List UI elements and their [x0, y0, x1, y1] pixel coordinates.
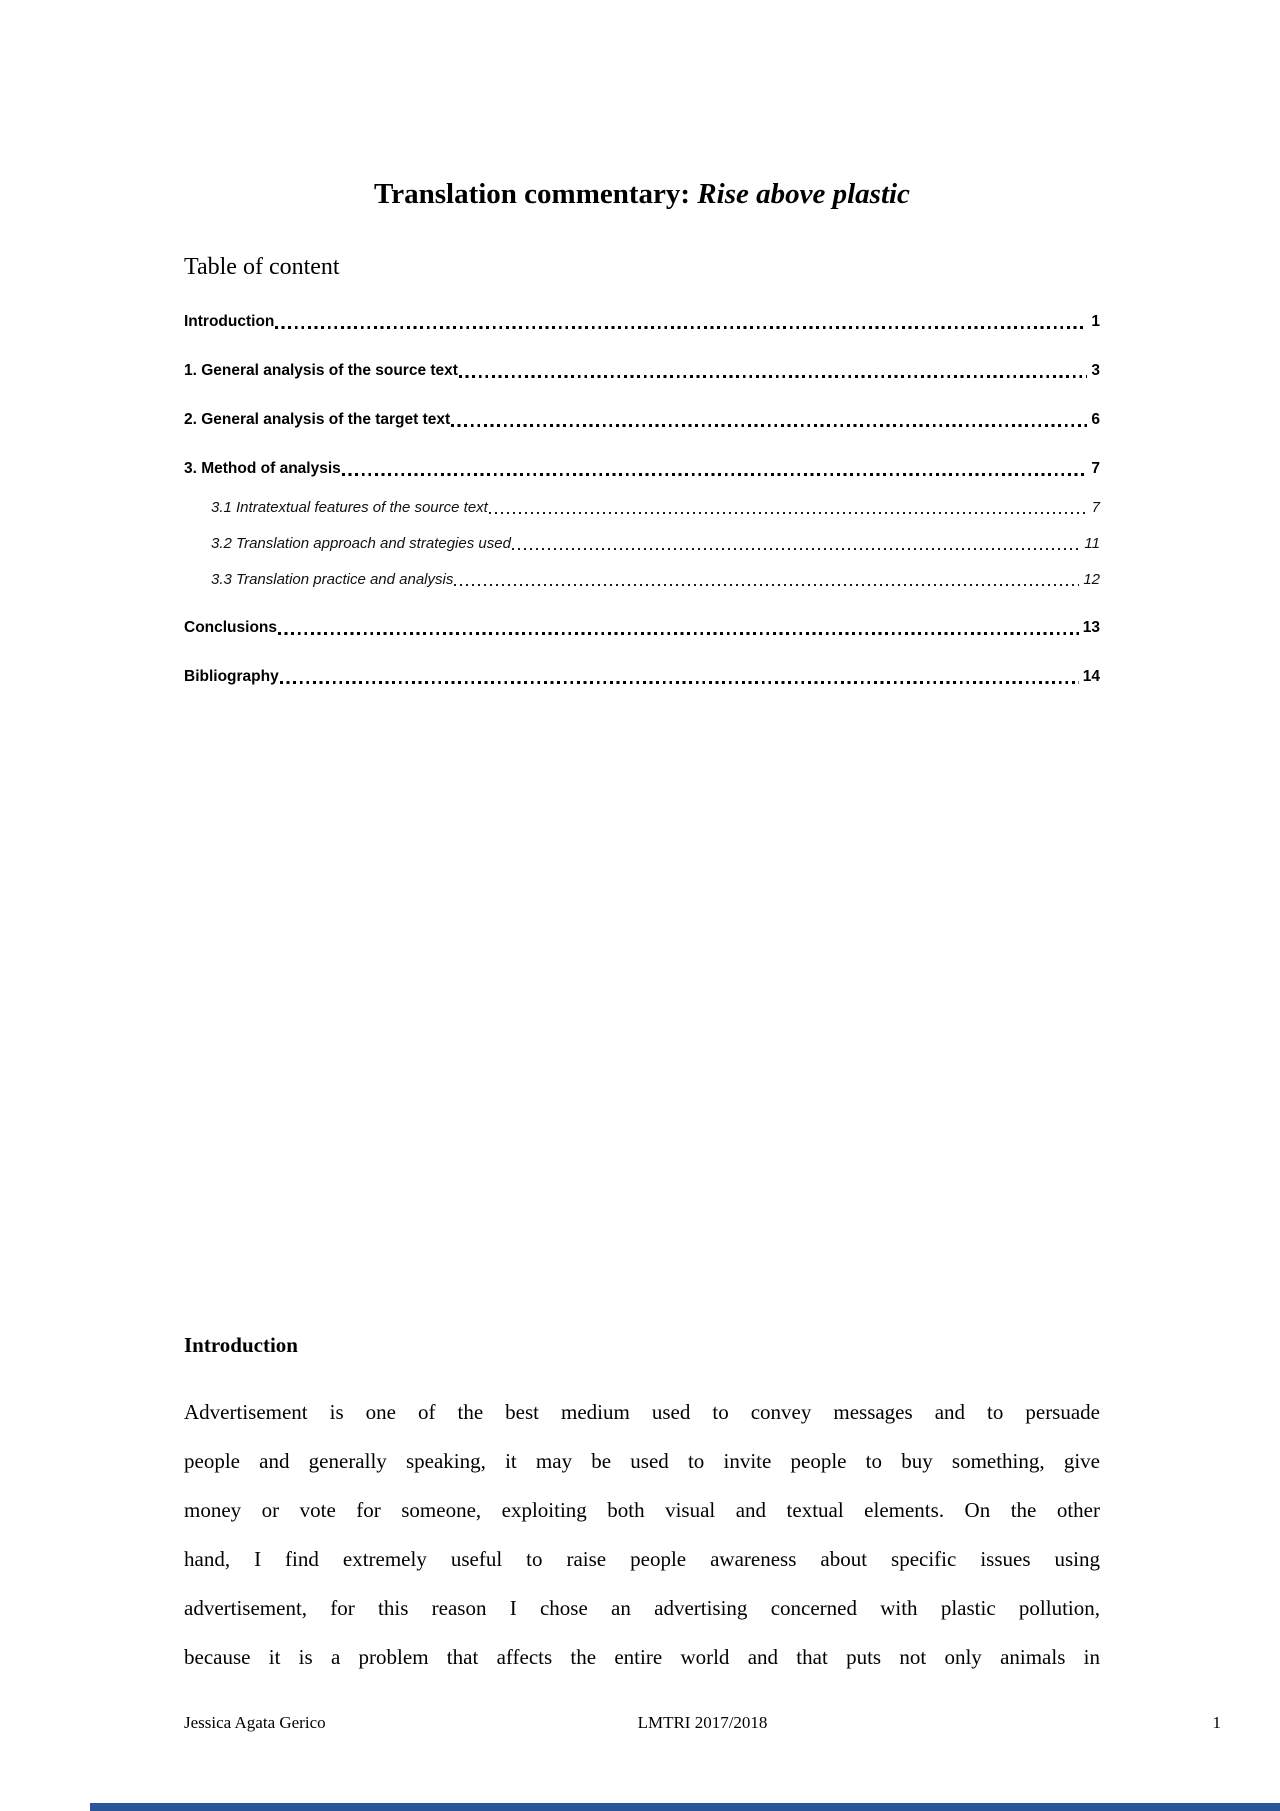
section-heading-introduction: Introduction [184, 1333, 298, 1357]
paragraph-line: money or vote for someone, exploiting both visual and textual elements. On the other [184, 1498, 1100, 1522]
toc-entry-page-number: 12 [1083, 571, 1100, 588]
toc-entry[interactable] [184, 312, 1100, 332]
toc-entry[interactable] [184, 667, 1100, 687]
dot-leader [489, 512, 1088, 514]
toc-entry-label: 3.1 Intratextual features of the source text [211, 499, 488, 516]
toc-entry[interactable] [184, 534, 1100, 553]
paragraph-line: hand, I find extremely useful to raise people awareness about specific issues using [184, 1547, 1100, 1571]
toc-heading: Table of content [184, 254, 340, 280]
toc-entry[interactable] [184, 498, 1100, 517]
paragraph-line: Advertisement is one of the best medium used to convey messages and to persuade [184, 1400, 1100, 1424]
bottom-accent-bar [90, 1803, 1280, 1811]
toc-entry-label: Introduction [184, 313, 275, 330]
dot-leader [512, 548, 1081, 550]
table-of-contents [184, 312, 1100, 687]
toc-entry[interactable] [184, 618, 1100, 638]
dot-leader [280, 681, 1079, 684]
toc-entry-page-number: 14 [1082, 668, 1100, 685]
footer-page-number: 1 [1212, 1713, 1221, 1732]
toc-entry-page-number: 7 [1091, 460, 1100, 477]
toc-entry-page-number: 1 [1091, 313, 1100, 330]
toc-entry-label: Bibliography [184, 668, 279, 685]
paragraph-line: advertisement, for this reason I chose an advertising concerned with plastic pollution, [184, 1596, 1100, 1620]
page-footer [184, 1712, 1221, 1734]
dot-leader [454, 584, 1079, 586]
toc-entry-page-number: 3 [1091, 362, 1100, 379]
page-content [184, 0, 1100, 716]
toc-entry-page-number: 7 [1091, 499, 1100, 516]
toc-entry-label: Conclusions [184, 619, 278, 636]
toc-entry-label: 2. General analysis of the target text [184, 411, 451, 428]
document-title-prefix: Translation commentary: [374, 178, 698, 210]
toc-entry[interactable] [184, 410, 1100, 430]
toc-entry-label: 3.2 Translation approach and strategies used [211, 535, 511, 552]
toc-entry-page-number: 6 [1091, 411, 1100, 428]
toc-entry-page-number: 13 [1082, 619, 1100, 636]
dot-leader [275, 326, 1087, 329]
paragraph-line: because it is a problem that affects the entire world and that puts not only animals in [184, 1645, 1100, 1669]
toc-entry[interactable] [184, 361, 1100, 381]
dot-leader [459, 375, 1087, 378]
document-title [184, 176, 1100, 212]
introduction-paragraph [184, 1388, 1100, 1682]
dot-leader [342, 473, 1088, 476]
toc-entry-label: 3. Method of analysis [184, 460, 341, 477]
dot-leader [278, 632, 1079, 635]
toc-entry[interactable] [184, 459, 1100, 479]
paragraph-line: people and generally speaking, it may be used to invite people to buy something, give [184, 1449, 1100, 1473]
footer-author: Jessica Agata Gerico [184, 1713, 326, 1732]
document-title-emphasis: Rise above plastic [697, 178, 910, 210]
toc-entry-label: 3.3 Translation practice and analysis [211, 571, 454, 588]
toc-entry-page-number: 11 [1084, 535, 1100, 552]
dot-leader [451, 424, 1087, 427]
toc-entry-label: 1. General analysis of the source text [184, 362, 458, 379]
toc-entry[interactable] [184, 570, 1100, 589]
footer-course: LMTRI 2017/2018 [637, 1713, 768, 1732]
introduction-section [184, 1332, 1100, 1682]
